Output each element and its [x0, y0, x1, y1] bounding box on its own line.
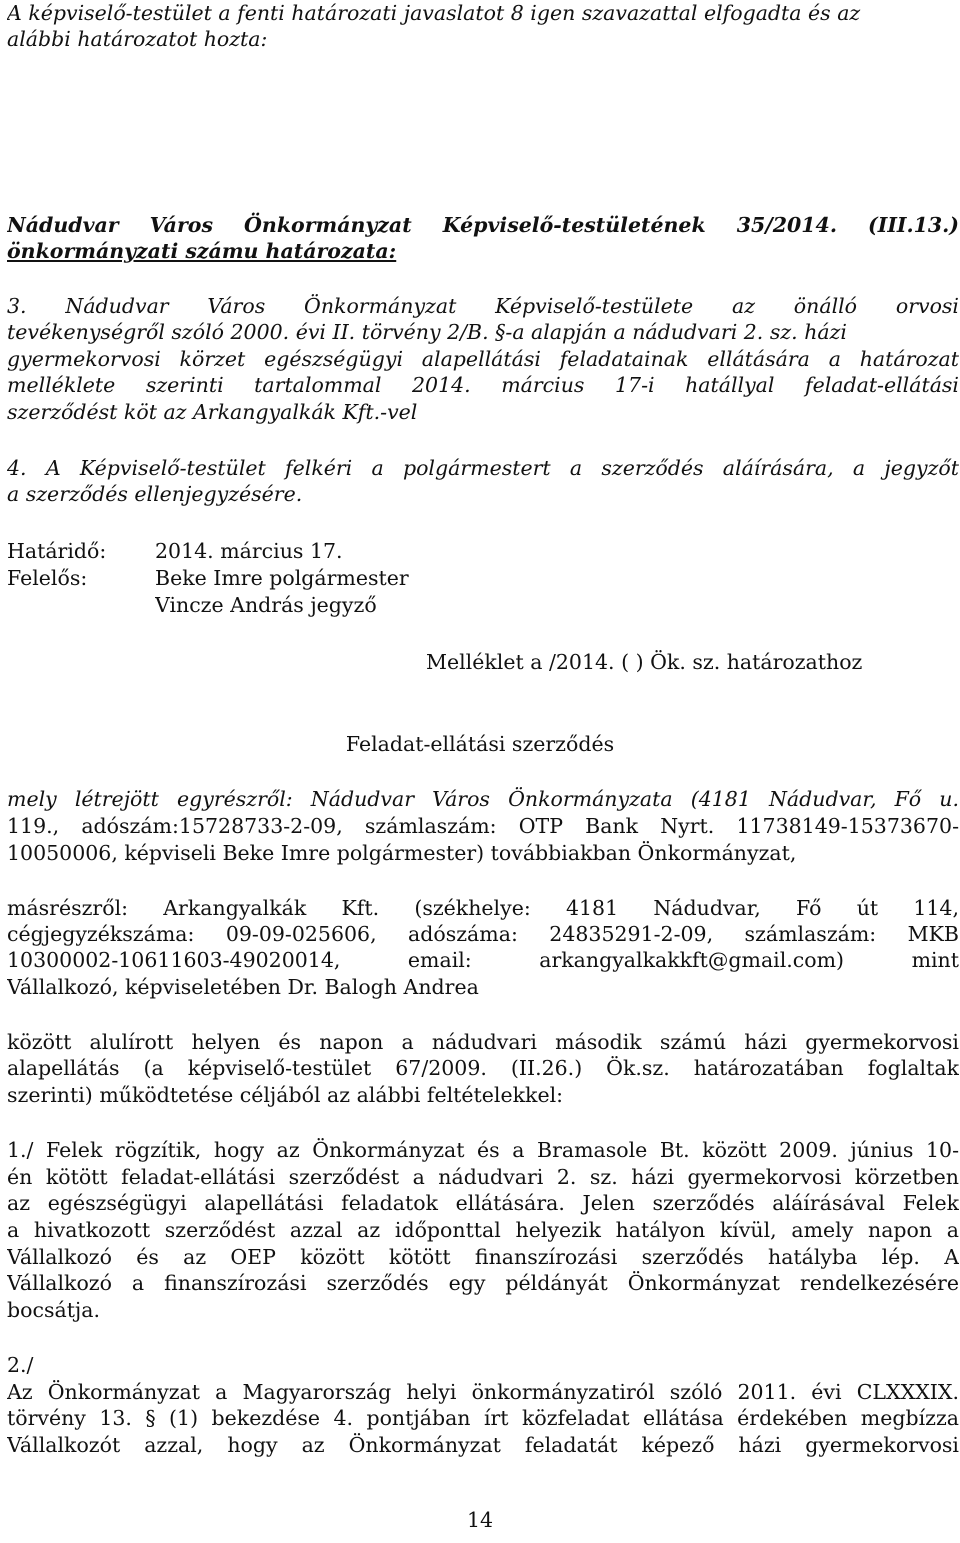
- resolution-heading: Nádudvar Város Önkormányzat Képviselő-testületének 35/2014. (III.13.): [7, 213, 959, 237]
- page-number: 14: [466, 1508, 494, 1532]
- party2-line: 10300002-10611603-49020014, email: arkangyalkakkft@gmail.com) mint: [7, 948, 959, 972]
- resolution-heading-text: önkormányzati számu határozata:: [7, 239, 397, 263]
- responsible-value: Vincze András jegyző: [155, 593, 377, 617]
- party1-line: mely létrejött egyrészről: Nádudvar Város Önkormányzata (4181 Nádudvar, Fő u.: [7, 787, 959, 811]
- clause2-number: 2./: [7, 1353, 34, 1377]
- clause2-line: Az Önkormányzat a Magyarország helyi önkormányzatiról szóló 2011. évi CLXXXIX.: [7, 1380, 959, 1404]
- party1-line: 119., adószám:15728733-2-09, számlaszám: OTP Bank Nyrt. 11738149-15373670-: [7, 814, 959, 838]
- item3-line: tevékenységről szóló 2000. évi II. törvény 2/B. §-a alapján a nádudvari 2. sz. házi: [7, 320, 847, 344]
- responsible-label: Felelős:: [7, 566, 88, 590]
- clause1-line: bocsátja.: [7, 1298, 101, 1322]
- party1-line: 10050006, képviseli Beke Imre polgármester) továbbiakban Önkormányzat,: [7, 841, 797, 865]
- clause1-line: 1./ Felek rögzítik, hogy az Önkormányzat és a Bramasole Bt. között 2009. június 10-: [7, 1138, 959, 1162]
- clause1-line: Vállalkozó és az OEP között kötött finanszírozási szerződés hatályba lép. A: [7, 1245, 959, 1269]
- deadline-value: 2014. március 17.: [155, 539, 343, 563]
- resolution-heading: [7, 238, 959, 265]
- intro-line: A képviselő-testület a fenti határozati javaslatot 8 igen szavazattal elfogadta és az: [7, 1, 861, 25]
- item3-line: szerződést köt az Arkangyalkák Kft.-vel: [7, 400, 418, 424]
- item4-line: a szerződés ellenjegyzésére.: [7, 482, 303, 506]
- deadline-label: Határidő:: [7, 539, 107, 563]
- party2-line: cégjegyzékszáma: 09-09-025606, adószáma: 24835291-2-09, számlaszám: MKB: [7, 922, 959, 946]
- clause2-line: törvény 13. § (1) bekezdése 4. pontjában írt közfeladat ellátása érdekében megbízza: [7, 1406, 959, 1430]
- item3-line: gyermekorvosi körzet egészségügyi alapellátási feladatainak ellátására a határozat: [7, 347, 959, 371]
- clause1-line: Vállalkozó a finanszírozási szerződés egy példányát Önkormányzat rendelkezésére: [7, 1271, 959, 1295]
- intro-line: alábbi határozatot hozta:: [7, 27, 268, 51]
- clause1-line: a hivatkozott szerződést azzal az időponttal helyezik hatályon kívül, amely napon a: [7, 1218, 959, 1242]
- contract-title: Feladat-ellátási szerződés: [345, 732, 615, 756]
- responsible-row: [7, 565, 959, 592]
- party2-line: Vállalkozó, képviseletében Dr. Balogh Andrea: [7, 975, 479, 999]
- terms-intro-line: között alulírott helyen és napon a nádudvari második számú házi gyermekorvosi: [7, 1030, 959, 1054]
- terms-intro-line: alapellátás (a képviselő-testület 67/2009. (II.26.) Ök.sz. határozatában foglaltak: [7, 1056, 959, 1080]
- clause2-line: Vállalkozót azzal, hogy az Önkormányzat feladatát képező házi gyermekorvosi: [7, 1433, 959, 1457]
- annex-reference: Melléklet a /2014. ( ) Ök. sz. határozathoz: [426, 650, 863, 674]
- deadline-row: [7, 538, 959, 565]
- item3-line: melléklete szerinti tartalommal 2014. március 17-i hatállyal feladat-ellátási: [7, 373, 959, 397]
- terms-intro-line: szerinti) működtetése céljából az alábbi feltételekkel:: [7, 1083, 564, 1107]
- item3-line: 3. Nádudvar Város Önkormányzat Képviselő-testülete az önálló orvosi: [7, 294, 959, 318]
- responsible-value: Beke Imre polgármester: [155, 566, 409, 590]
- clause1-line: én kötött feladat-ellátási szerződést a nádudvari 2. sz. házi gyermekorvosi körzetben: [7, 1165, 959, 1189]
- party2-line: másrészről: Arkangyalkák Kft. (székhelye: 4181 Nádudvar, Fő út 114,: [7, 896, 959, 920]
- item4-line: 4. A Képviselő-testület felkéri a polgármestert a szerződés aláírására, a jegyzőt: [7, 456, 959, 480]
- clause1-line: az egészségügyi alapellátási feladatok ellátására. Jelen szerződés aláírásával Felek: [7, 1191, 959, 1215]
